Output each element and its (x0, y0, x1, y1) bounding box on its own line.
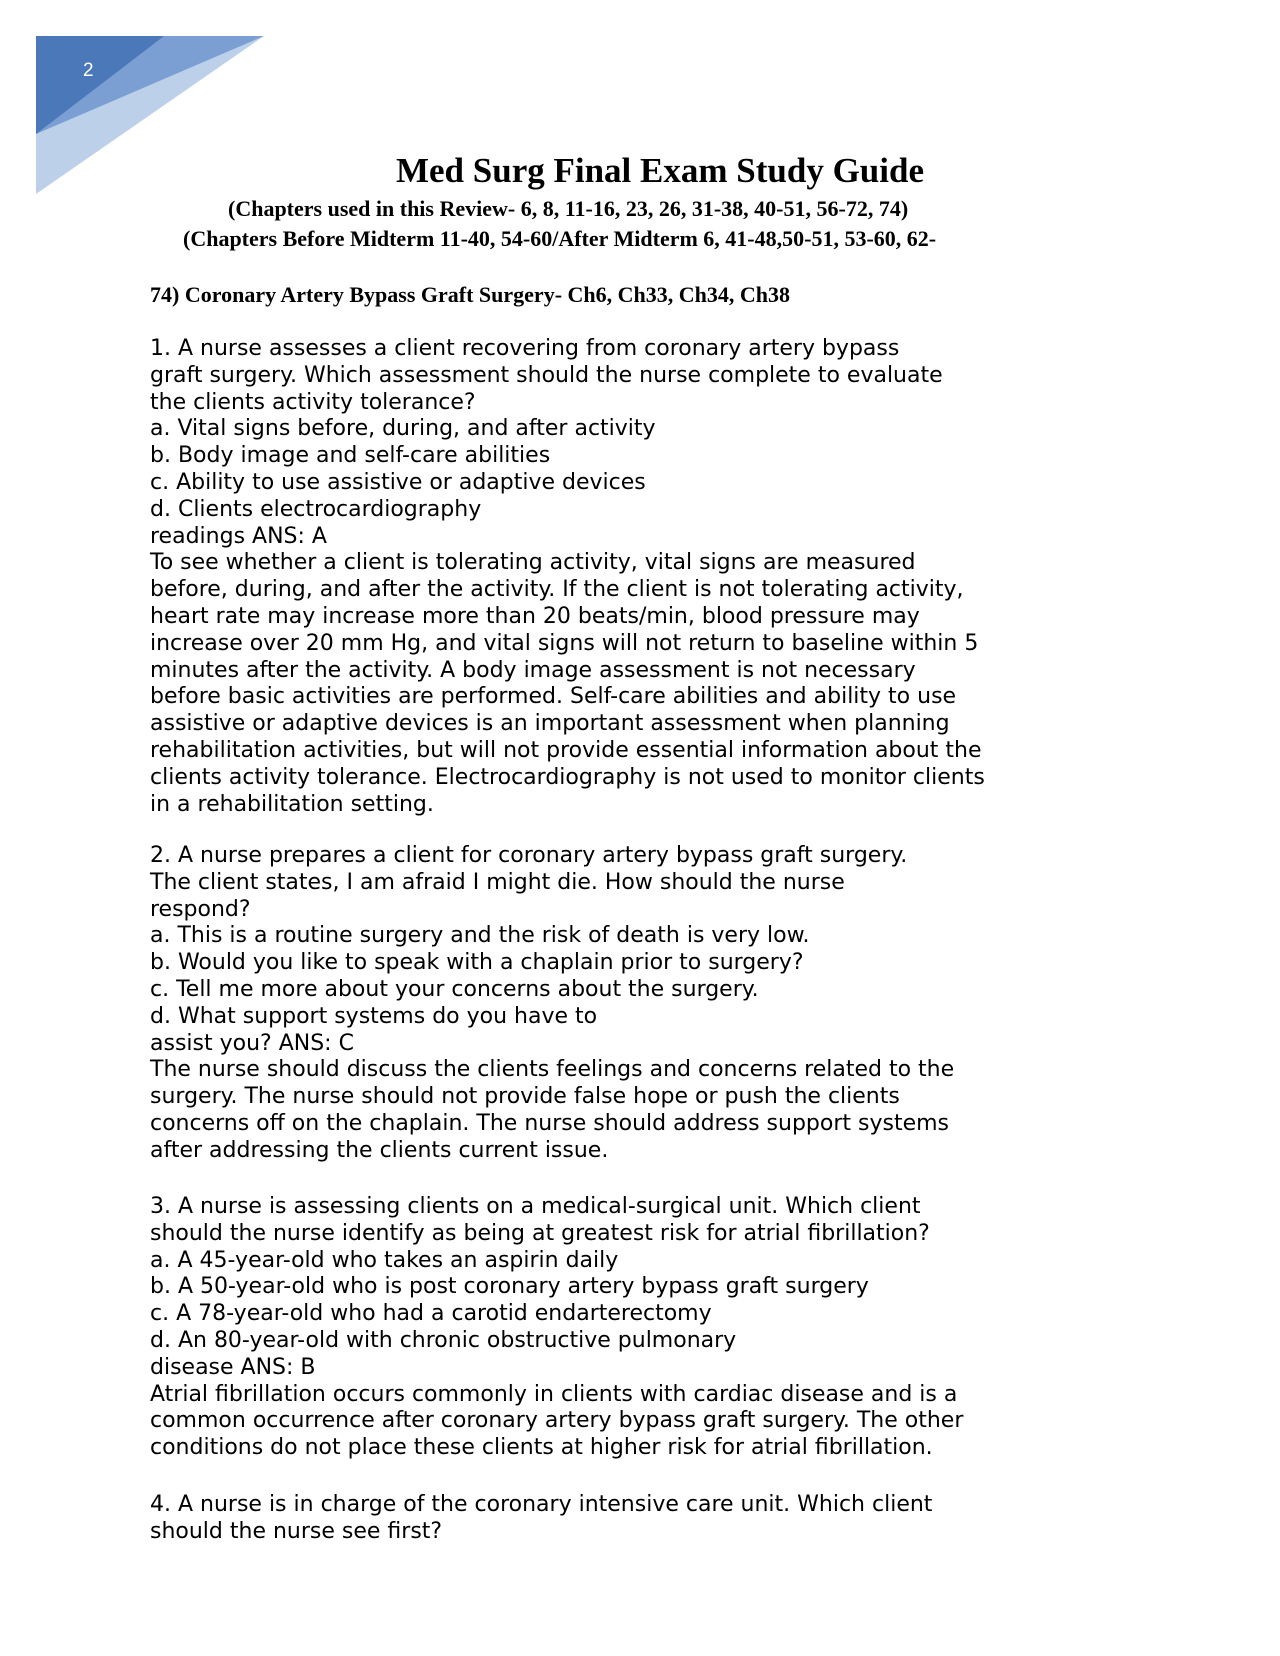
question-text-line: d. An 80-year-old with chronic obstructive pulmonary (150, 1327, 737, 1353)
subtitle-chapters-used: (Chapters used in this Review- 6, 8, 11-16, 23, 26, 31-38, 40-51, 56-72, 74) (228, 196, 909, 221)
section-heading: 74) Coronary Artery Bypass Graft Surgery- Ch6, Ch33, Ch34, Ch38 (150, 282, 791, 307)
question-text-line: in a rehabilitation setting. (150, 791, 434, 817)
question-text-line: To see whether a client is tolerating activity, vital signs are measured (150, 550, 916, 576)
question-text-line: should the nurse identify as being at greatest risk for atrial fibrillation? (150, 1220, 930, 1246)
question-text-line: b. Would you like to speak with a chaplain prior to surgery? (150, 950, 804, 976)
question-text-line: a. A 45-year-old who takes an aspirin daily (150, 1247, 619, 1273)
question-block-2 (150, 843, 1170, 1165)
page-number: 2 (83, 60, 94, 81)
question-text-line: disease ANS: B (150, 1354, 316, 1380)
page-title: Med Surg Final Exam Study Guide (395, 151, 924, 190)
question-text-line: graft surgery. Which assessment should the nurse complete to evaluate (150, 362, 943, 388)
question-text-line: assistive or adaptive devices is an important assessment when planning (150, 711, 950, 737)
question-text-line: surgery. The nurse should not provide false hope or push the clients (150, 1084, 900, 1110)
question-text-line: a. This is a routine surgery and the risk of death is very low. (150, 923, 810, 949)
question-text-line: before basic activities are performed. Self-care abilities and ability to use (150, 684, 957, 710)
question-text-line: c. Ability to use assistive or adaptive devices (150, 469, 646, 495)
question-text-line: respond? (150, 896, 251, 922)
question-block-4 (150, 1492, 1170, 1546)
subtitle-chapters-midterm: (Chapters Before Midterm 11-40, 54-60/After Midterm 6, 41-48,50-51, 53-60, 62- (183, 226, 937, 251)
question-text-line: b. A 50-year-old who is post coronary artery bypass graft surgery (150, 1274, 869, 1300)
question-text-line: conditions do not place these clients at higher risk for atrial fibrillation. (150, 1435, 933, 1461)
question-text-line: rehabilitation activities, but will not provide essential information about the (150, 737, 982, 763)
question-text-line: Atrial fibrillation occurs commonly in clients with cardiac disease and is a (150, 1381, 958, 1407)
question-block-3 (150, 1194, 1170, 1462)
question-text-line: clients activity tolerance. Electrocardiography is not used to monitor clients (150, 764, 985, 790)
question-text-line: the clients activity tolerance? (150, 389, 476, 415)
question-text-line: The client states, I am afraid I might die. How should the nurse (150, 869, 845, 895)
question-text-line: assist you? ANS: C (150, 1030, 354, 1056)
question-text-line: 2. A nurse prepares a client for coronary artery bypass graft surgery. (150, 843, 908, 868)
question-block-1 (150, 336, 1170, 818)
question-text-line: c. A 78-year-old who had a carotid endarterectomy (150, 1301, 712, 1327)
question-text-line: minutes after the activity. A body image assessment is not necessary (150, 657, 916, 683)
question-text-line: after addressing the clients current issue. (150, 1137, 609, 1163)
question-text-line: a. Vital signs before, during, and after activity (150, 416, 656, 442)
question-text-line: The nurse should discuss the clients feelings and concerns related to the (150, 1057, 955, 1083)
question-text-line: before, during, and after the activity. If the client is not tolerating activity, (150, 577, 964, 603)
question-text-line: should the nurse see first? (150, 1518, 443, 1544)
question-text-line: heart rate may increase more than 20 beats/min, blood pressure may (150, 603, 920, 629)
question-text-line: readings ANS: A (150, 523, 327, 549)
question-text-line: 3. A nurse is assessing clients on a medical-surgical unit. Which client (150, 1194, 921, 1219)
question-text-line: 1. A nurse assesses a client recovering from coronary artery bypass (150, 336, 900, 361)
question-text-line: 4. A nurse is in charge of the coronary intensive care unit. Which client (150, 1492, 933, 1517)
question-text-line: d. What support systems do you have to (150, 1003, 598, 1029)
question-text-line: concerns off on the chaplain. The nurse should address support systems (150, 1110, 950, 1136)
question-text-line: c. Tell me more about your concerns about the surgery. (150, 976, 759, 1002)
question-text-line: increase over 20 mm Hg, and vital signs will not return to baseline within 5 (150, 630, 979, 656)
question-text-line: b. Body image and self-care abilities (150, 443, 551, 469)
question-text-line: d. Clients electrocardiography (150, 496, 482, 522)
question-text-line: common occurrence after coronary artery bypass graft surgery. The other (150, 1408, 964, 1434)
